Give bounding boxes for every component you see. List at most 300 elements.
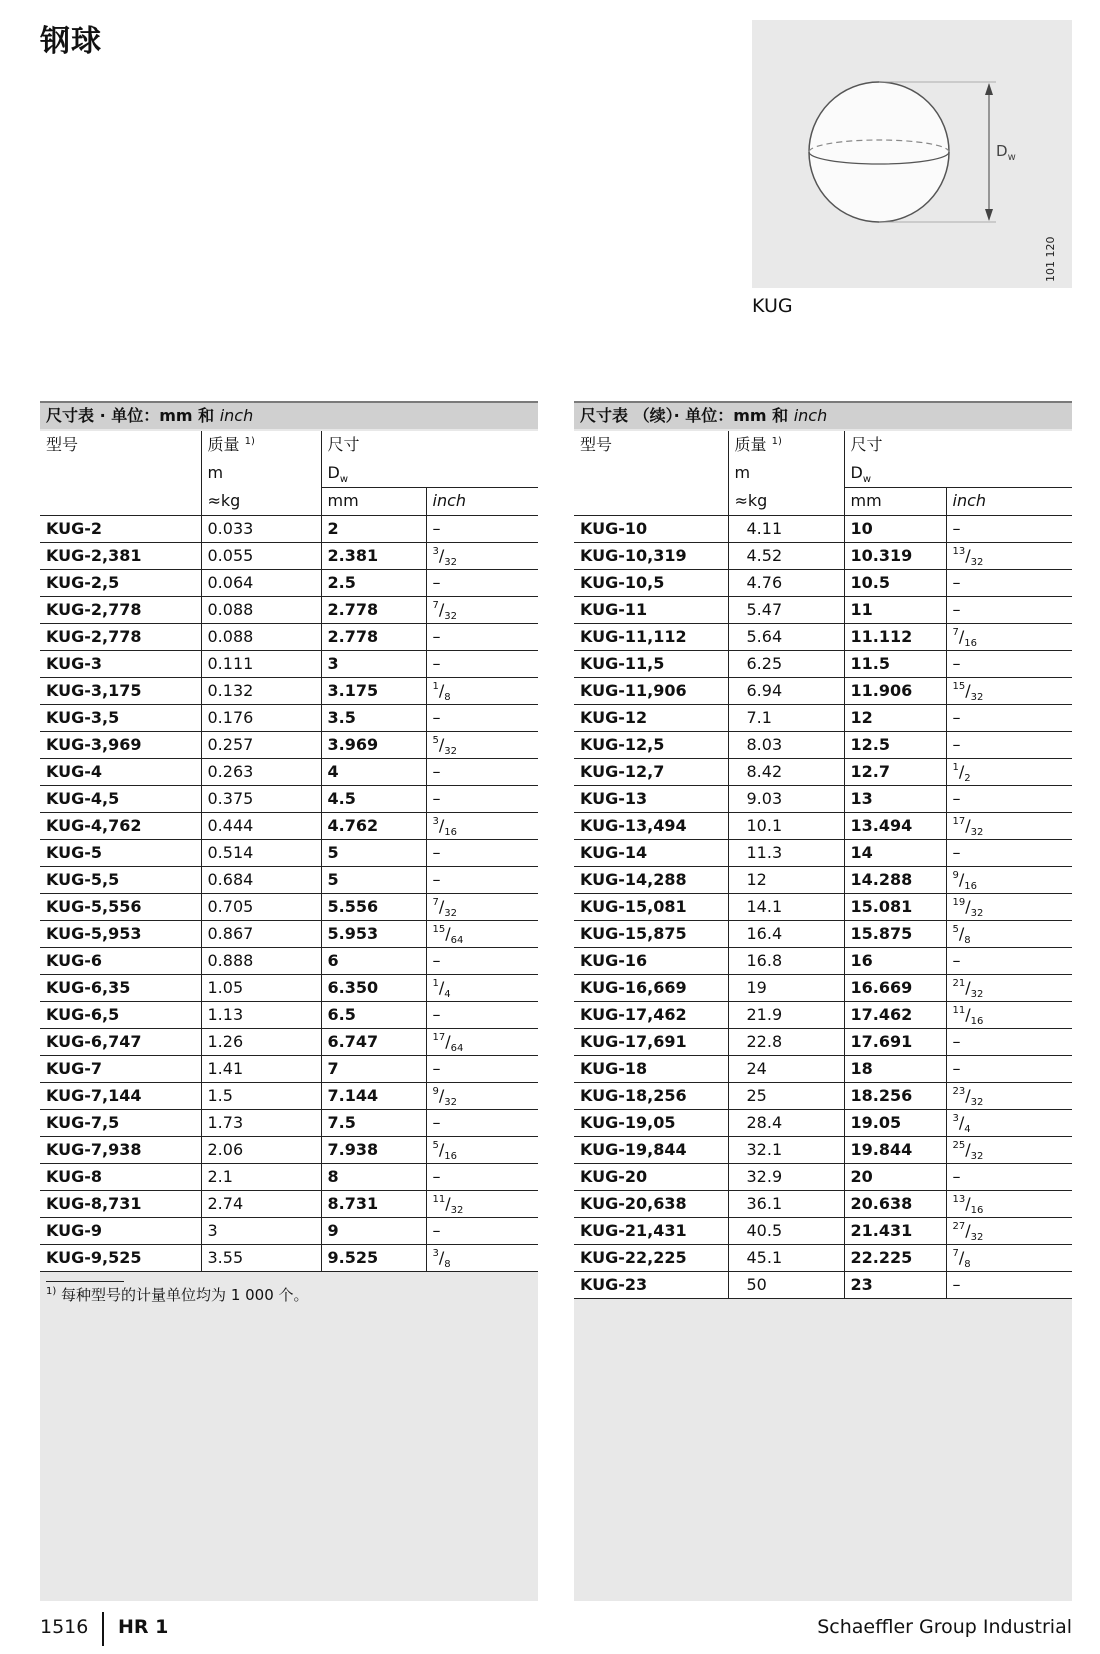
ball-diagram: [752, 20, 1072, 288]
designation-cell: KUG-5: [40, 839, 201, 866]
table-row: [40, 1136, 538, 1163]
designation-cell: KUG-12: [574, 704, 728, 731]
dw-mm-cell: 3: [321, 650, 426, 677]
designation-cell: KUG-17,462: [574, 1001, 728, 1028]
table-row: [574, 866, 1072, 893]
mass-cell: 0.263: [201, 758, 321, 785]
mass-cell: 21.9: [728, 1001, 844, 1028]
table-row: [40, 1190, 538, 1217]
dw-inch-cell: $^{19}/_{32}$: [946, 893, 1072, 920]
dw-mm-cell: 5: [321, 866, 426, 893]
table-row: [574, 677, 1072, 704]
dw-inch-cell: $^{15}/_{64}$: [426, 920, 538, 947]
table-row: [574, 1028, 1072, 1055]
mass-unit: ≈kg: [201, 487, 321, 515]
designation-cell: KUG-6,35: [40, 974, 201, 1001]
mass-cell: 9.03: [728, 785, 844, 812]
designation-cell: KUG-2,778: [40, 623, 201, 650]
designation-cell: KUG-11,906: [574, 677, 728, 704]
designation-cell: KUG-15,081: [574, 893, 728, 920]
arrow-down-icon: [985, 209, 993, 221]
mass-cell: 0.705: [201, 893, 321, 920]
table-row: [40, 974, 538, 1001]
dw-mm-cell: 2.778: [321, 596, 426, 623]
dw-mm-cell: 9.525: [321, 1244, 426, 1271]
table-row: [574, 704, 1072, 731]
dw-inch-cell: –: [426, 569, 538, 596]
mass-cell: 45.1: [728, 1244, 844, 1271]
mass-cell: 0.888: [201, 947, 321, 974]
unit-mm: mm: [844, 487, 946, 515]
designation-cell: KUG-11,112: [574, 623, 728, 650]
dw-inch-cell: –: [946, 839, 1072, 866]
mass-cell: 1.13: [201, 1001, 321, 1028]
dw-mm-cell: 11.906: [844, 677, 946, 704]
dw-inch-cell: –: [426, 650, 538, 677]
dw-inch-cell: –: [946, 515, 1072, 542]
mass-cell: 1.26: [201, 1028, 321, 1055]
dw-mm-cell: 6.747: [321, 1028, 426, 1055]
dw-mm-cell: 2: [321, 515, 426, 542]
table-row: [574, 731, 1072, 758]
dw-inch-cell: –: [426, 515, 538, 542]
dw-inch-cell: –: [426, 839, 538, 866]
table-row: [574, 839, 1072, 866]
mass-cell: 1.5: [201, 1082, 321, 1109]
table-row: [574, 1109, 1072, 1136]
table-row: [574, 920, 1072, 947]
mass-cell: 25: [728, 1082, 844, 1109]
dw-mm-cell: 7.938: [321, 1136, 426, 1163]
designation-cell: KUG-11,5: [574, 650, 728, 677]
mass-symbol: m: [728, 459, 844, 487]
designation-cell: KUG-2: [40, 515, 201, 542]
dw-mm-cell: 23: [844, 1271, 946, 1298]
mass-cell: 36.1: [728, 1190, 844, 1217]
designation-cell: KUG-4,5: [40, 785, 201, 812]
dw-mm-cell: 16: [844, 947, 946, 974]
designation-cell: KUG-21,431: [574, 1217, 728, 1244]
unit-inch: inch: [946, 487, 1072, 515]
designation-cell: KUG-17,691: [574, 1028, 728, 1055]
designation-cell: KUG-9: [40, 1217, 201, 1244]
dimension-table-panel-right: [574, 401, 1072, 1601]
footnote-rule: [46, 1281, 124, 1282]
table-row: [574, 1163, 1072, 1190]
dw-inch-cell: –: [426, 1217, 538, 1244]
designation-cell: KUG-13,494: [574, 812, 728, 839]
dw-inch-cell: –: [946, 1055, 1072, 1082]
mass-cell: 4.52: [728, 542, 844, 569]
dw-inch-cell: –: [426, 704, 538, 731]
mass-symbol: m: [201, 459, 321, 487]
publisher: Schaeffler Group Industrial: [817, 1616, 1072, 1638]
dw-mm-cell: 22.225: [844, 1244, 946, 1271]
dimension-label: $D_w$: [996, 142, 1016, 163]
designation-cell: KUG-7,938: [40, 1136, 201, 1163]
designation-cell: KUG-16,669: [574, 974, 728, 1001]
dw-inch-cell: –: [946, 947, 1072, 974]
table-row: [40, 785, 538, 812]
mass-cell: 6.25: [728, 650, 844, 677]
mass-cell: 3.55: [201, 1244, 321, 1271]
designation-cell: KUG-14,288: [574, 866, 728, 893]
designation-cell: KUG-5,5: [40, 866, 201, 893]
unit-mm: mm: [321, 487, 426, 515]
dimension-table-panel-left: [40, 401, 538, 1601]
dw-mm-cell: 20: [844, 1163, 946, 1190]
table-row: [574, 812, 1072, 839]
table-row: [40, 704, 538, 731]
dw-mm-cell: 2.381: [321, 542, 426, 569]
designation-cell: KUG-23: [574, 1271, 728, 1298]
table-row: [574, 893, 1072, 920]
dw-mm-cell: 5.556: [321, 893, 426, 920]
dw-inch-cell: –: [426, 1001, 538, 1028]
mass-cell: 16.8: [728, 947, 844, 974]
table-row: [40, 569, 538, 596]
dw-mm-cell: 8.731: [321, 1190, 426, 1217]
table-row: [40, 839, 538, 866]
mass-cell: 0.064: [201, 569, 321, 596]
table-row: [40, 1244, 538, 1271]
designation-cell: KUG-15,875: [574, 920, 728, 947]
dw-inch-cell: –: [426, 623, 538, 650]
dw-inch-cell: $^7/_{32}$: [426, 893, 538, 920]
dw-mm-cell: 15.081: [844, 893, 946, 920]
dimension-table: [40, 431, 538, 1272]
dw-inch-cell: $^{13}/_{16}$: [946, 1190, 1072, 1217]
mass-cell: 4.76: [728, 569, 844, 596]
dw-inch-cell: $^5/_8$: [946, 920, 1072, 947]
dw-mm-cell: 11: [844, 596, 946, 623]
dw-inch-cell: $^{13}/_{32}$: [946, 542, 1072, 569]
dw-inch-cell: $^1/_2$: [946, 758, 1072, 785]
table-row: [574, 1244, 1072, 1271]
dw-mm-cell: 2.5: [321, 569, 426, 596]
mass-cell: 0.867: [201, 920, 321, 947]
mass-cell: 16.4: [728, 920, 844, 947]
table-row: [574, 1055, 1072, 1082]
mass-cell: 0.375: [201, 785, 321, 812]
dw-inch-cell: $^{21}/_{32}$: [946, 974, 1072, 1001]
dw-inch-cell: –: [946, 785, 1072, 812]
mass-cell: 2.1: [201, 1163, 321, 1190]
mass-cell: 11.3: [728, 839, 844, 866]
designation-cell: KUG-7,5: [40, 1109, 201, 1136]
dw-inch-cell: –: [426, 758, 538, 785]
dw-inch-cell: $^1/_4$: [426, 974, 538, 1001]
dw-mm-cell: 10.5: [844, 569, 946, 596]
drawing-number: 101 120: [1044, 236, 1057, 282]
mass-cell: 6.94: [728, 677, 844, 704]
dw-inch-cell: $^{23}/_{32}$: [946, 1082, 1072, 1109]
table-row: [40, 812, 538, 839]
table-row: [574, 974, 1072, 1001]
mass-cell: 2.74: [201, 1190, 321, 1217]
table-row: [40, 1109, 538, 1136]
dw-inch-cell: $^3/_{32}$: [426, 542, 538, 569]
dw-inch-cell: $^{27}/_{32}$: [946, 1217, 1072, 1244]
dw-mm-cell: 9: [321, 1217, 426, 1244]
mass-cell: 10.1: [728, 812, 844, 839]
dw-mm-cell: 11.112: [844, 623, 946, 650]
dw-mm-cell: 12: [844, 704, 946, 731]
designation-cell: KUG-13: [574, 785, 728, 812]
col-mass-header: 质量 $^{1)}$: [201, 431, 321, 459]
dw-mm-cell: 2.778: [321, 623, 426, 650]
mass-cell: 40.5: [728, 1217, 844, 1244]
dw-inch-cell: $^9/_{32}$: [426, 1082, 538, 1109]
mass-cell: 0.111: [201, 650, 321, 677]
dw-mm-cell: 13: [844, 785, 946, 812]
dw-inch-cell: $^3/_8$: [426, 1244, 538, 1271]
dw-inch-cell: $^1/_8$: [426, 677, 538, 704]
mass-cell: 1.73: [201, 1109, 321, 1136]
designation-cell: KUG-3,175: [40, 677, 201, 704]
table-row: [574, 947, 1072, 974]
dw-inch-cell: –: [946, 650, 1072, 677]
table-row: [574, 1190, 1072, 1217]
designation-cell: KUG-7,144: [40, 1082, 201, 1109]
designation-cell: KUG-5,556: [40, 893, 201, 920]
table-row: [574, 758, 1072, 785]
dw-mm-cell: 4.5: [321, 785, 426, 812]
designation-cell: KUG-4,762: [40, 812, 201, 839]
dw-mm-cell: 14.288: [844, 866, 946, 893]
dw-mm-cell: 3.969: [321, 731, 426, 758]
footnote: $^{1)}$ 每种型号的计量单位均为 1 000 个。: [46, 1286, 309, 1304]
table-caption-continued: 尺寸表 （续）· 单位：mm 和 inch: [574, 401, 1072, 429]
table-row: [40, 1082, 538, 1109]
mass-cell: 7.1: [728, 704, 844, 731]
table-row: [40, 1055, 538, 1082]
mass-cell: 0.514: [201, 839, 321, 866]
footer-divider: [102, 1612, 104, 1646]
dw-mm-cell: 10: [844, 515, 946, 542]
designation-cell: KUG-3,969: [40, 731, 201, 758]
dw-inch-cell: –: [426, 1055, 538, 1082]
designation-cell: KUG-16: [574, 947, 728, 974]
designation-cell: KUG-2,5: [40, 569, 201, 596]
designation-cell: KUG-6,5: [40, 1001, 201, 1028]
mass-cell: 2.06: [201, 1136, 321, 1163]
col-dims-header: 尺寸: [844, 431, 1072, 459]
mass-cell: 4.11: [728, 515, 844, 542]
table-row: [40, 920, 538, 947]
page-footer: [40, 1612, 1072, 1644]
dw-mm-cell: 17.691: [844, 1028, 946, 1055]
table-row: [574, 596, 1072, 623]
dw-mm-cell: 7.5: [321, 1109, 426, 1136]
table-row: [574, 1271, 1072, 1298]
mass-cell: 0.055: [201, 542, 321, 569]
dw-inch-cell: $^7/_8$: [946, 1244, 1072, 1271]
dw-mm-cell: 7.144: [321, 1082, 426, 1109]
dw-inch-cell: $^7/_{32}$: [426, 596, 538, 623]
table-row: [40, 515, 538, 542]
dw-inch-cell: –: [946, 569, 1072, 596]
dw-inch-cell: –: [946, 1271, 1072, 1298]
designation-cell: KUG-5,953: [40, 920, 201, 947]
dw-mm-cell: 3.175: [321, 677, 426, 704]
mass-cell: 0.257: [201, 731, 321, 758]
designation-cell: KUG-11: [574, 596, 728, 623]
dw-mm-cell: 4: [321, 758, 426, 785]
figure-caption: KUG: [752, 295, 793, 317]
dw-mm-cell: 20.638: [844, 1190, 946, 1217]
designation-cell: KUG-18,256: [574, 1082, 728, 1109]
table-row: [574, 569, 1072, 596]
designation-cell: KUG-8,731: [40, 1190, 201, 1217]
mass-cell: 14.1: [728, 893, 844, 920]
mass-cell: 1.41: [201, 1055, 321, 1082]
designation-cell: KUG-12,5: [574, 731, 728, 758]
mass-cell: 0.088: [201, 623, 321, 650]
table-row: [40, 1163, 538, 1190]
dw-inch-cell: –: [426, 947, 538, 974]
dw-inch-cell: –: [426, 785, 538, 812]
dw-mm-cell: 5: [321, 839, 426, 866]
dw-mm-cell: 6: [321, 947, 426, 974]
table-row: [40, 542, 538, 569]
mass-cell: 28.4: [728, 1109, 844, 1136]
dw-inch-cell: $^{17}/_{32}$: [946, 812, 1072, 839]
mass-cell: 0.444: [201, 812, 321, 839]
dw-inch-cell: $^{15}/_{32}$: [946, 677, 1072, 704]
table-row: [40, 731, 538, 758]
designation-cell: KUG-20: [574, 1163, 728, 1190]
dw-mm-cell: 6.350: [321, 974, 426, 1001]
designation-cell: KUG-2,778: [40, 596, 201, 623]
table-row: [574, 515, 1072, 542]
dw-mm-cell: 21.431: [844, 1217, 946, 1244]
designation-cell: KUG-19,844: [574, 1136, 728, 1163]
dw-inch-cell: $^{11}/_{32}$: [426, 1190, 538, 1217]
mass-cell: 22.8: [728, 1028, 844, 1055]
designation-cell: KUG-9,525: [40, 1244, 201, 1271]
dim-symbol: $D_w$: [321, 459, 538, 487]
dw-mm-cell: 13.494: [844, 812, 946, 839]
mass-unit: ≈kg: [728, 487, 844, 515]
designation-cell: KUG-3,5: [40, 704, 201, 731]
dw-inch-cell: –: [426, 1109, 538, 1136]
table-body: [574, 515, 1072, 1298]
dw-inch-cell: $^5/_{16}$: [426, 1136, 538, 1163]
steel-ball-drawing: [752, 20, 1072, 288]
designation-cell: KUG-10,5: [574, 569, 728, 596]
dw-inch-cell: $^{11}/_{16}$: [946, 1001, 1072, 1028]
dw-inch-cell: –: [426, 1163, 538, 1190]
dim-symbol: $D_w$: [844, 459, 1072, 487]
dw-inch-cell: –: [946, 596, 1072, 623]
mass-cell: 5.47: [728, 596, 844, 623]
table-row: [40, 677, 538, 704]
designation-cell: KUG-18: [574, 1055, 728, 1082]
dw-mm-cell: 12.7: [844, 758, 946, 785]
table-row: [574, 1136, 1072, 1163]
ball-outline: [809, 82, 949, 222]
mass-cell: 32.9: [728, 1163, 844, 1190]
designation-cell: KUG-2,381: [40, 542, 201, 569]
mass-cell: 19: [728, 974, 844, 1001]
table-row: [40, 1028, 538, 1055]
designation-cell: KUG-20,638: [574, 1190, 728, 1217]
dw-mm-cell: 17.462: [844, 1001, 946, 1028]
dw-inch-cell: $^3/_{16}$: [426, 812, 538, 839]
table-row: [40, 893, 538, 920]
dw-inch-cell: –: [946, 1028, 1072, 1055]
col-dims-header: 尺寸: [321, 431, 538, 459]
dw-mm-cell: 14: [844, 839, 946, 866]
page-number: 1516: [40, 1616, 89, 1638]
mass-cell: 5.64: [728, 623, 844, 650]
mass-cell: 24: [728, 1055, 844, 1082]
dw-mm-cell: 3.5: [321, 704, 426, 731]
dw-mm-cell: 5.953: [321, 920, 426, 947]
dw-mm-cell: 19.844: [844, 1136, 946, 1163]
table-row: [574, 650, 1072, 677]
mass-cell: 32.1: [728, 1136, 844, 1163]
designation-cell: KUG-19,05: [574, 1109, 728, 1136]
table-row: [40, 596, 538, 623]
designation-cell: KUG-3: [40, 650, 201, 677]
designation-cell: KUG-4: [40, 758, 201, 785]
dw-mm-cell: 4.762: [321, 812, 426, 839]
col-type-header: 型号: [580, 435, 613, 454]
table-row: [574, 785, 1072, 812]
table-row: [574, 1217, 1072, 1244]
dw-inch-cell: –: [946, 704, 1072, 731]
dw-inch-cell: –: [946, 1163, 1072, 1190]
table-row: [40, 623, 538, 650]
page-title: 钢球: [40, 24, 102, 59]
table-row: [40, 650, 538, 677]
dw-inch-cell: –: [426, 866, 538, 893]
designation-cell: KUG-12,7: [574, 758, 728, 785]
col-mass-header: 质量 $^{1)}$: [728, 431, 844, 459]
table-row: [40, 1001, 538, 1028]
mass-cell: 1.05: [201, 974, 321, 1001]
table-row: [574, 1082, 1072, 1109]
dw-mm-cell: 6.5: [321, 1001, 426, 1028]
mass-cell: 0.684: [201, 866, 321, 893]
dw-mm-cell: 8: [321, 1163, 426, 1190]
arrow-up-icon: [985, 83, 993, 95]
dw-mm-cell: 18: [844, 1055, 946, 1082]
dw-inch-cell: $^{25}/_{32}$: [946, 1136, 1072, 1163]
dw-mm-cell: 7: [321, 1055, 426, 1082]
designation-cell: KUG-7: [40, 1055, 201, 1082]
designation-cell: KUG-14: [574, 839, 728, 866]
dw-mm-cell: 10.319: [844, 542, 946, 569]
designation-cell: KUG-6,747: [40, 1028, 201, 1055]
mass-cell: 8.42: [728, 758, 844, 785]
dw-inch-cell: $^{17}/_{64}$: [426, 1028, 538, 1055]
unit-inch: inch: [426, 487, 538, 515]
dw-mm-cell: 18.256: [844, 1082, 946, 1109]
table-row: [40, 1217, 538, 1244]
mass-cell: 0.033: [201, 515, 321, 542]
table-body: [40, 515, 538, 1271]
designation-cell: KUG-22,225: [574, 1244, 728, 1271]
dw-inch-cell: $^9/_{16}$: [946, 866, 1072, 893]
designation-cell: KUG-10: [574, 515, 728, 542]
table-row: [40, 947, 538, 974]
table-caption: 尺寸表 · 单位：mm 和 inch: [40, 401, 538, 429]
col-type-header: 型号: [46, 435, 79, 454]
dw-inch-cell: –: [946, 731, 1072, 758]
